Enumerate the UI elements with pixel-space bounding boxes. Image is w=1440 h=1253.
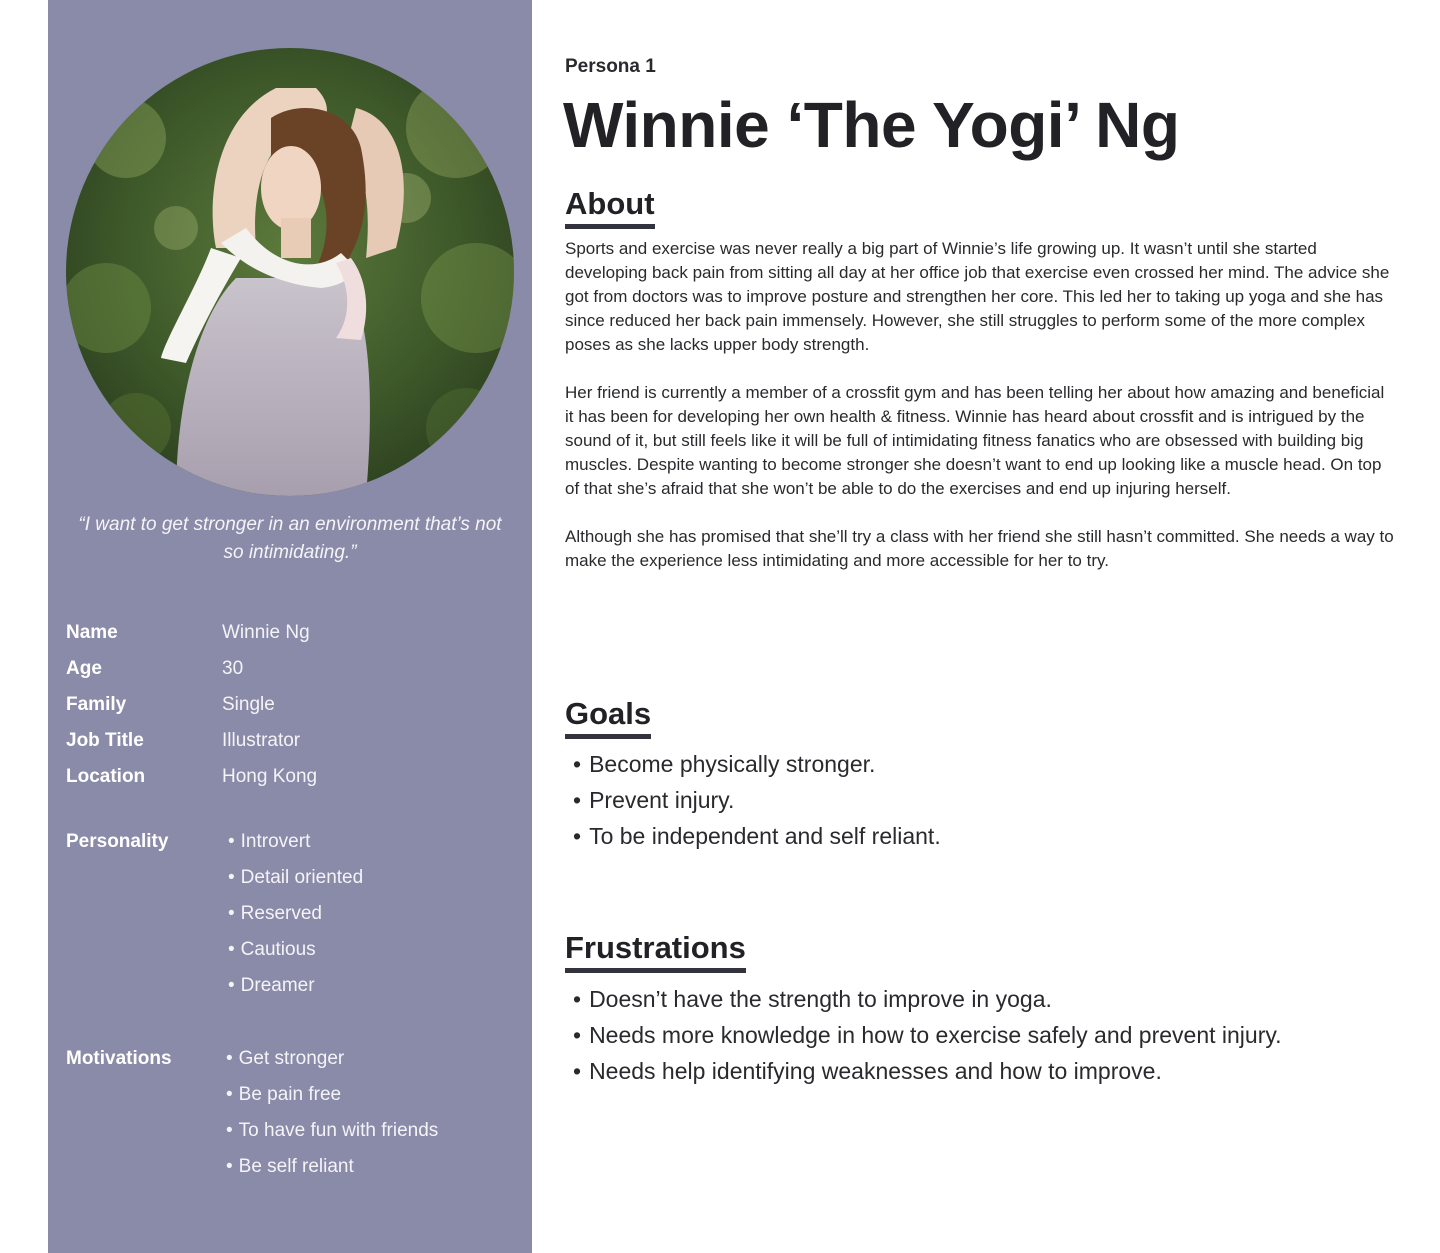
fact-value: Illustrator <box>222 730 301 751</box>
goal-item: • Become physically stronger. <box>573 746 941 782</box>
persona-facts <box>66 615 506 795</box>
frustrations-heading: Frustrations <box>565 930 746 973</box>
goal-item: • Prevent injury. <box>573 782 941 818</box>
fact-row-location <box>66 759 506 795</box>
fact-label: Family <box>66 694 127 715</box>
motivation-item: • Be self reliant <box>226 1149 438 1185</box>
persona-number-label: Persona 1 <box>565 56 656 77</box>
fact-value: Winnie Ng <box>222 622 310 643</box>
about-paragraph: Although she has promised that she’ll try a class with her friend she still hasn’t committed. She needs a way to make the experience less intimidating and more accessible for her to try. <box>565 527 1394 570</box>
persona-name-title: Winnie ‘The Yogi’ Ng <box>563 89 1180 161</box>
about-paragraph: Sports and exercise was never really a big part of Winnie’s life growing up. It wasn’t until she started developing back pain from sitting all day at her office job that exercise even crossed her mind. The advice she got from doctors was to improve posture and strengthen her core. This led her to taking up yoga and she has since reduced her back pain immensely. However, she still struggles to perform some of the more complex poses as she lacks upper body strength. <box>565 239 1390 354</box>
persona-quote: “I want to get stronger in an environment that’s not so intimidating.” <box>78 514 502 563</box>
fact-label: Name <box>66 622 118 643</box>
persona-photo <box>66 48 514 496</box>
frustration-item: • Needs more knowledge in how to exercise safely and prevent injury. <box>573 1017 1282 1053</box>
fact-value: 30 <box>222 658 244 679</box>
motivations-label: Motivations <box>66 1048 172 1069</box>
fact-row-name <box>66 615 506 651</box>
motivation-item: • Be pain free <box>226 1077 438 1113</box>
woman-stretching-image <box>66 48 514 496</box>
fact-value: Single <box>222 694 275 715</box>
fact-label: Location <box>66 766 146 787</box>
personality-list <box>228 824 363 1004</box>
frustration-item: • Doesn’t have the strength to improve in yoga. <box>573 981 1282 1017</box>
goal-item: • To be independent and self reliant. <box>573 818 941 854</box>
fact-label: Age <box>66 658 102 679</box>
goals-heading: Goals <box>565 696 651 739</box>
motivations-list <box>226 1041 438 1185</box>
motivation-item: • To have fun with friends <box>226 1113 438 1149</box>
personality-item: • Detail oriented <box>228 860 363 896</box>
about-paragraph: Her friend is currently a member of a crossfit gym and has been telling her about how amazing and beneficial it has been for developing her own health & fitness. Winnie has heard about crossfit and is intrigued by the sound of it, but still feels like it will be full of intimidating fitness fanatics who are obsessed with building big muscles. Despite wanting to become stronger she doesn’t want to end up looking like a muscle head. On top of that she’s afraid that she won’t be able to do the exercises and end up injuring herself. <box>565 383 1385 498</box>
goals-list <box>573 746 941 854</box>
fact-row-family <box>66 687 506 723</box>
personality-item: • Cautious <box>228 932 363 968</box>
fact-label: Job Title <box>66 730 144 751</box>
personality-section <box>66 824 506 1004</box>
motivations-section <box>66 1041 506 1185</box>
fact-row-job-title <box>66 723 506 759</box>
persona-sidebar <box>48 0 532 1253</box>
about-body <box>565 237 1395 597</box>
personality-label: Personality <box>66 831 169 852</box>
frustrations-list <box>573 981 1282 1089</box>
personality-item: • Introvert <box>228 824 363 860</box>
fact-row-age <box>66 651 506 687</box>
about-heading: About <box>565 186 655 229</box>
personality-item: • Reserved <box>228 896 363 932</box>
personality-item: • Dreamer <box>228 968 363 1004</box>
motivation-item: • Get stronger <box>226 1041 438 1077</box>
frustration-item: • Needs help identifying weaknesses and how to improve. <box>573 1053 1282 1089</box>
fact-value: Hong Kong <box>222 766 318 787</box>
